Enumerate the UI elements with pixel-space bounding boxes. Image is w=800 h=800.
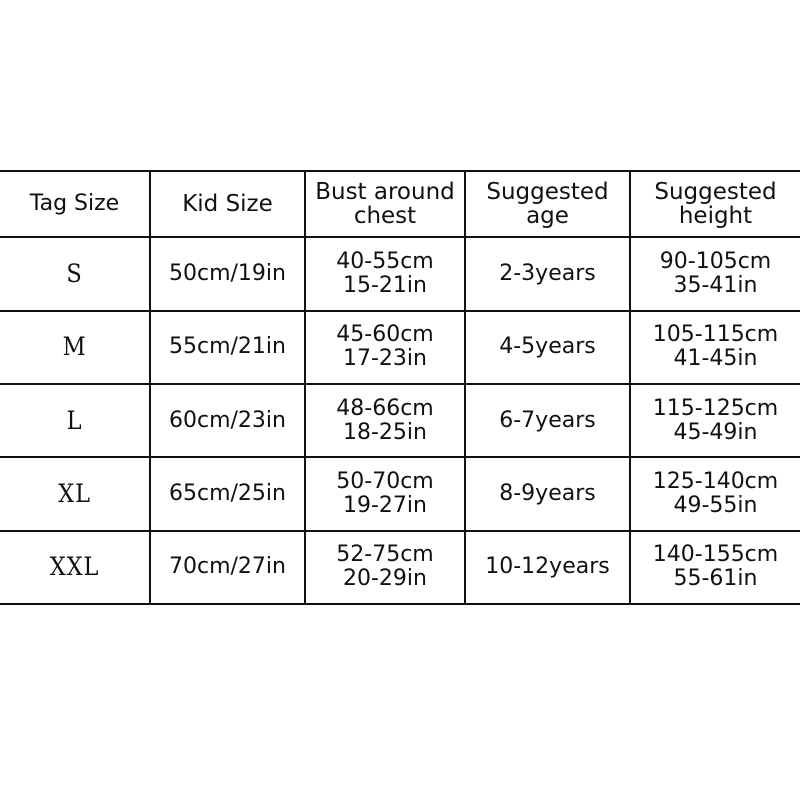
kid-size-cell: 50cm/19in xyxy=(150,237,305,310)
tag-size-cell: M xyxy=(8,311,143,384)
height-cm: 90-105cm xyxy=(659,248,772,274)
age-cell: 8-9years xyxy=(465,457,630,530)
tag-size-cell: L xyxy=(8,384,143,457)
height-cm: 125-140cm xyxy=(652,468,779,494)
header-tag-size-text: Tag Size xyxy=(29,191,120,217)
header-kid-size-text: Kid Size xyxy=(182,191,273,218)
bust-cm: 40-55cm xyxy=(336,248,434,274)
bust-cell xyxy=(305,237,465,310)
bust-cm: 45-60cm xyxy=(336,322,434,348)
height-cell xyxy=(630,237,800,310)
table-row xyxy=(0,237,800,310)
height-in: 49-55in xyxy=(673,492,758,518)
header-bust-line1: Bust around xyxy=(315,179,455,206)
header-tag-size xyxy=(0,171,150,237)
header-row xyxy=(0,171,800,237)
age-cell: 6-7years xyxy=(465,384,630,457)
bust-in: 17-23in xyxy=(343,346,427,372)
header-height-line1: Suggested xyxy=(654,179,777,206)
age-cell: 10-12years xyxy=(465,531,630,604)
table-row xyxy=(0,384,800,457)
bust-in: 18-25in xyxy=(343,419,427,445)
header-bust-line2: chest xyxy=(353,203,417,230)
bust-cell xyxy=(305,311,465,384)
height-cm: 140-155cm xyxy=(652,542,779,568)
header-bust xyxy=(305,171,465,237)
header-age xyxy=(465,171,630,237)
bust-in: 15-21in xyxy=(343,272,427,298)
size-chart-table xyxy=(0,170,800,605)
bust-cell xyxy=(305,531,465,604)
age-cell: 2-3years xyxy=(465,237,630,310)
height-cell xyxy=(630,311,800,384)
height-in: 55-61in xyxy=(673,566,758,592)
kid-size-cell: 55cm/21in xyxy=(150,311,305,384)
header-age-line1: Suggested xyxy=(486,179,609,206)
header-height-line2: height xyxy=(678,203,753,230)
table-row xyxy=(0,311,800,384)
height-cell xyxy=(630,457,800,530)
bust-cm: 52-75cm xyxy=(336,542,434,568)
table-row xyxy=(0,457,800,530)
kid-size-cell: 70cm/27in xyxy=(150,531,305,604)
height-cell xyxy=(630,531,800,604)
bust-cm: 50-70cm xyxy=(336,468,434,494)
bust-cell xyxy=(305,384,465,457)
height-in: 35-41in xyxy=(673,272,758,298)
header-height xyxy=(630,171,800,237)
height-cell xyxy=(630,384,800,457)
tag-size-cell: S xyxy=(8,237,143,310)
bust-in: 20-29in xyxy=(343,566,427,592)
tag-size-cell: XL xyxy=(8,457,143,530)
height-cm: 105-115cm xyxy=(652,322,779,348)
height-cm: 115-125cm xyxy=(652,395,779,421)
table-row xyxy=(0,531,800,604)
kid-size-cell: 60cm/23in xyxy=(150,384,305,457)
bust-in: 19-27in xyxy=(343,492,427,518)
height-in: 41-45in xyxy=(673,346,758,372)
header-age-line2: age xyxy=(526,203,569,230)
header-kid-size xyxy=(150,171,305,237)
tag-size-cell: XXL xyxy=(8,531,143,604)
bust-cell xyxy=(305,457,465,530)
age-cell: 4-5years xyxy=(465,311,630,384)
height-in: 45-49in xyxy=(673,419,758,445)
kid-size-cell: 65cm/25in xyxy=(150,457,305,530)
bust-cm: 48-66cm xyxy=(336,395,434,421)
